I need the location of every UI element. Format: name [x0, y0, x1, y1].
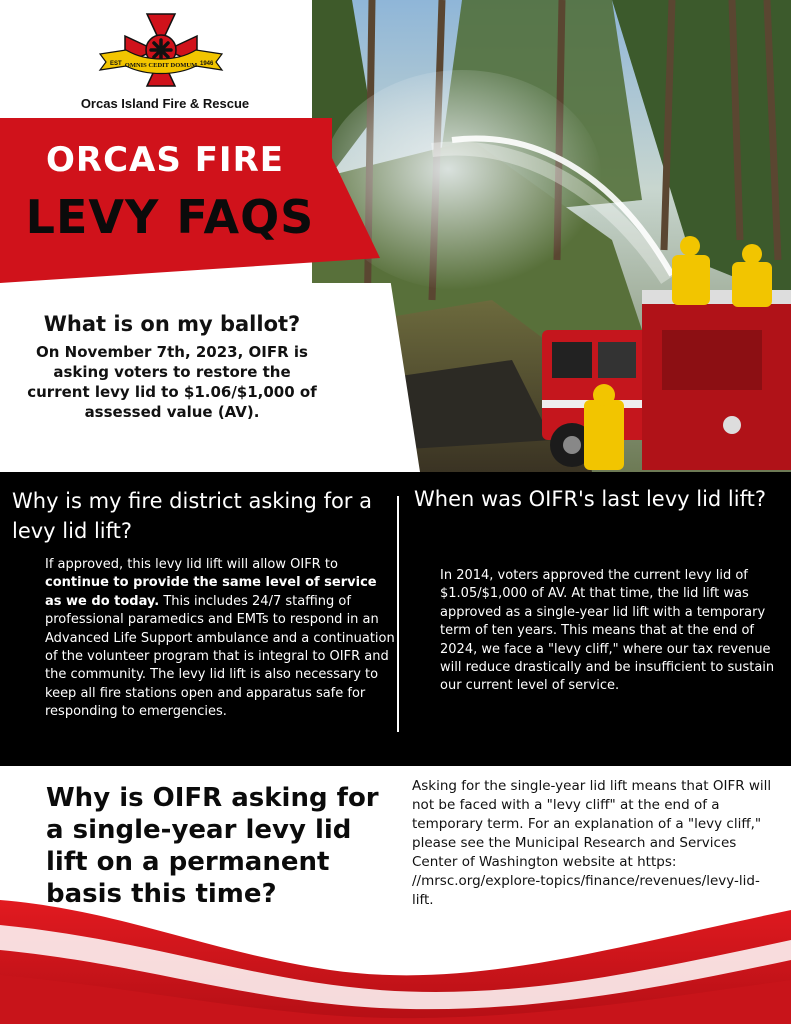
logo-est-text: EST [110, 61, 122, 67]
page-title-line2: LEVY FAQS [25, 190, 315, 244]
org-name: Orcas Island Fire & Rescue [80, 96, 250, 111]
column-divider [397, 496, 399, 732]
faq-why-question: Why is my fire district asking for a levy lid lift? [12, 489, 372, 543]
faq-why-answer-pre: If approved, this levy lid lift will allow OIFR to [45, 557, 338, 572]
ballot-answer: On November 7th, 2023, OIFR is asking voters to restore the current levy lid to $1.06/$1,000 of assessed value (AV). [27, 343, 317, 421]
faq-permanent-question: Why is OIFR asking for a single-year levy lid lift on a permanent basis this time? [46, 783, 379, 909]
faq-why-answer-post: This includes 24/7 staffing of professional paramedics and EMTs to respond in an Advanced Life Support ambulance and a continuation of the volunteer program that is integral to OIFR and the community. The levy lid lift is also necessary to keep all fire stations open and apparatus safe for responding to emergencies. [45, 593, 395, 720]
logo-motto-text: OMNIS CEDIT DOMUM [124, 62, 198, 69]
faq-why-answer-bold: continue to provide the same level of service as we do today. [45, 575, 377, 609]
faq-when-question: When was OIFR's last levy lid lift? [414, 487, 767, 511]
header-panel [0, 0, 330, 118]
ballot-question: What is on my ballot? [43, 312, 301, 336]
faq-why-answer [45, 556, 395, 722]
page-title-line1: ORCAS FIRE [46, 140, 284, 180]
faq-when-answer: In 2014, voters approved the current levy lid of $1.05/$1,000 of AV. At that time, the lid lift was approved as a single-year lid lift with a temporary term of ten years. This means that at the end of 2024, we face a "levy cliff," where our tax revenue will reduce drastically and be insufficient to sustain our current level of service. [440, 568, 775, 694]
logo-year-text: 1946 [200, 61, 214, 67]
faq-permanent-answer: Asking for the single-year lid lift means that OIFR will not be faced with a "levy cliff" at the end of a temporary term. For an explanation of a "levy cliff," please see the Municipal Research and Services Center of Washington website at https: //mrsc.org/explore-topics/finance/revenues/levy-lid-lift. [412, 778, 772, 908]
maltese-cross-logo [96, 10, 226, 96]
